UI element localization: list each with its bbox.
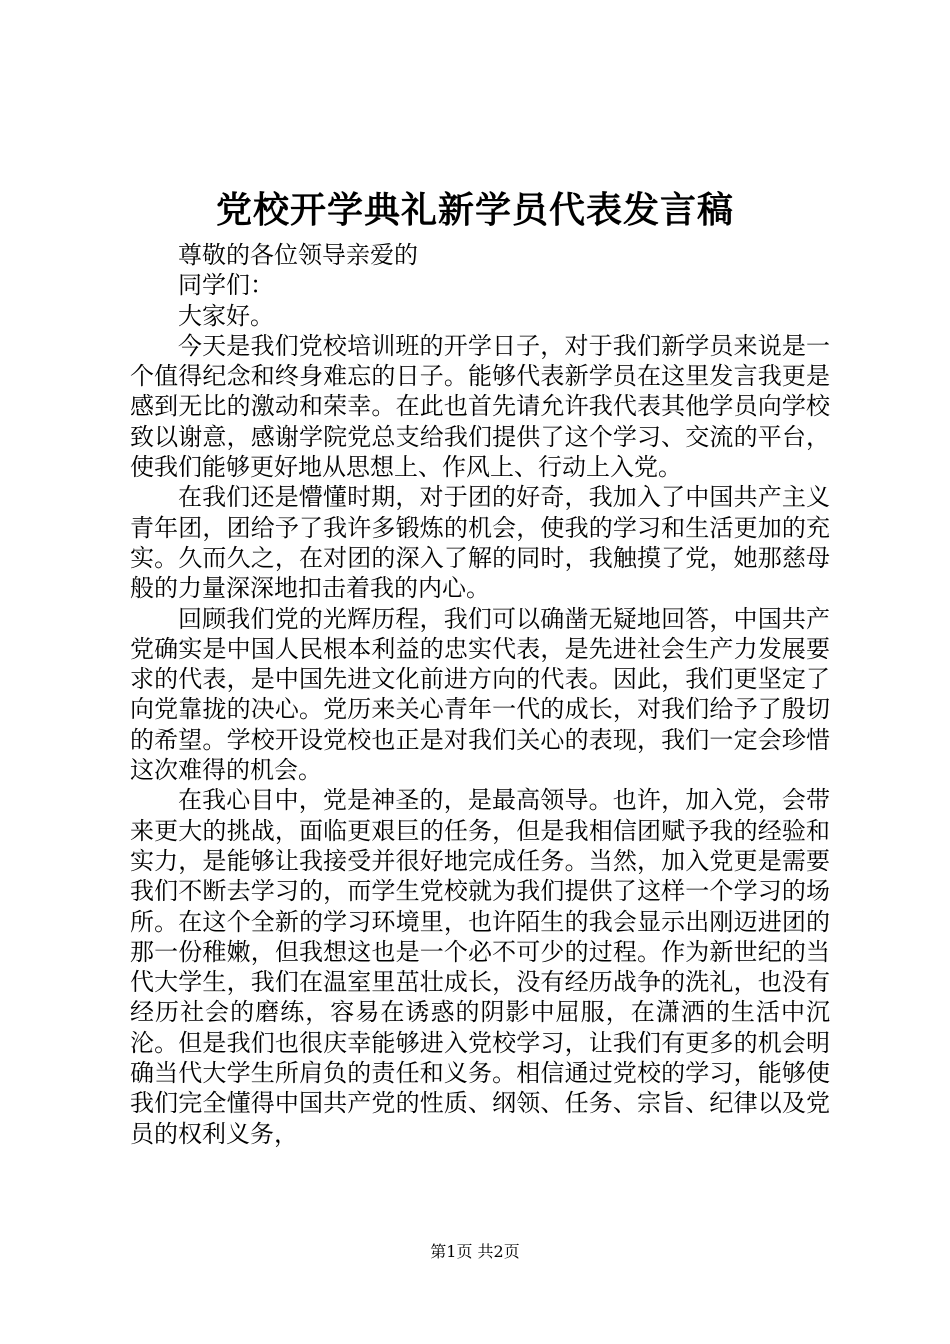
greeting-line: 同学们： bbox=[178, 271, 274, 300]
page-indicator: 第1页 共2页 bbox=[430, 1242, 520, 1261]
paragraph: 回顾我们党的光辉历程，我们可以确凿无疑地回答，中国共产党确实是中国人民根本利益的忠实代表，是先进社会生产力发展要求的代表，是中国先进文化前进方向的代表。因此，我们更坚定了向党靠拢的决心。党历来关心青年一代的成长，对我们给予了殷切的希望。学校开设党校也正是对我们关心的表现，我们一定会珍惜这次难得的机会。 bbox=[130, 604, 830, 785]
greeting-line: 尊敬的各位领导亲爱的 bbox=[178, 241, 418, 269]
document-title: 党校开学典礼新学员代表发言稿 bbox=[215, 189, 734, 231]
page-footer bbox=[0, 1242, 950, 1262]
document-body bbox=[130, 240, 830, 1149]
paragraph: 在我心目中，党是神圣的，是最高领导。也许，加入党，会带来更大的挑战，面临更艰巨的任务，但是我相信团赋予我的经验和实力，是能够让我接受并很好地完成任务。当然，加入党更是需要我们不断去学习的，而学生党校就为我们提供了这样一个学习的场所。在这个全新的学习环境里，也许陌生的我会显示出刚迈进团的那一份稚嫩，但我想这也是一个必不可少的过程。作为新世纪的当代大学生，我们在温室里茁壮成长，没有经历战争的洗礼，也没有经历社会的磨练，容易在诱惑的阴影中屈服，在潇洒的生活中沉沦。但是我们也很庆幸能够进入党校学习，让我们有更多的机会明确当代大学生所肩负的责任和义务。相信通过党校的学习，能够使我们完全懂得中国共产党的性质、纲领、任务、宗旨、纪律以及党员的权利义务， bbox=[130, 786, 830, 1148]
greeting-line: 大家好。 bbox=[178, 301, 274, 330]
paragraph: 今天是我们党校培训班的开学日子，对于我们新学员来说是一个值得纪念和终身难忘的日子。能够代表新学员在这里发言我更是感到无比的激动和荣幸。在此也首先请允许我代表其他学员向学校致以谢意，感谢学院党总支给我们提供了这个学习、交流的平台，使我们能够更好地从思想上、作风上、行动上入党。 bbox=[130, 331, 830, 482]
paragraph: 在我们还是懵懂时期，对于团的好奇，我加入了中国共产主义青年团，团给予了我许多锻炼的机会，使我的学习和生活更加的充实。久而久之，在对团的深入了解的同时，我触摸了党，她那慈母般的力量深深地扣击着我的内心。 bbox=[130, 483, 830, 603]
